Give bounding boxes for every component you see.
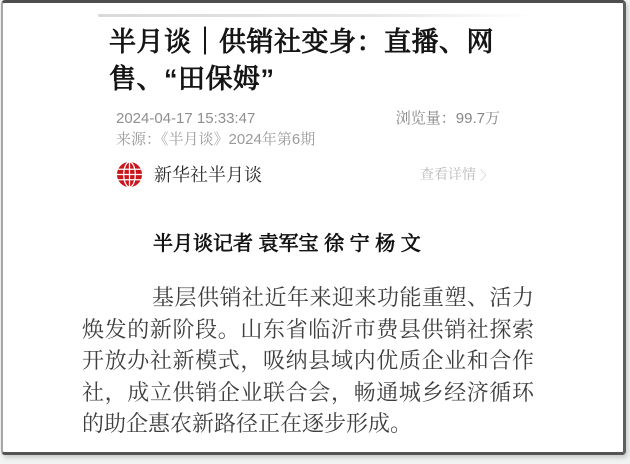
article-meta-row bbox=[116, 107, 500, 128]
article-title: 半月谈｜供销社变身：直播、网售、“田保姆” bbox=[109, 27, 494, 94]
view-details-link[interactable] bbox=[420, 164, 493, 184]
globe-icon bbox=[116, 161, 143, 188]
publish-datetime: 2024-04-17 15:33:47 bbox=[116, 110, 256, 127]
article-byline: 半月谈记者 袁军宝 徐 宁 杨 文 bbox=[153, 233, 421, 255]
card-top-edge bbox=[98, 14, 535, 17]
publisher-row[interactable] bbox=[116, 159, 493, 189]
view-details-label: 查看详情 bbox=[419, 166, 476, 182]
article-page-frame bbox=[1, 0, 626, 455]
view-count-label: 浏览量： bbox=[395, 110, 456, 127]
view-count-value: 99.7万 bbox=[455, 110, 500, 127]
view-count bbox=[396, 107, 500, 128]
chevron-right-icon: 〉 bbox=[479, 167, 493, 183]
article-source: 来源：《半月谈》2024年第6期 bbox=[116, 131, 316, 148]
article-paragraph: 基层供销社近年来迎来功能重塑、活力焕发的新阶段。山东省临沂市费县供销社探索开放办社新模式，吸纳县域内优质企业和合作社，成立供销企业联合会，畅通城乡经济循环的助企惠农新路径正在逐步形成。 bbox=[82, 285, 534, 436]
publisher-name: 新华社半月谈 bbox=[154, 165, 262, 185]
